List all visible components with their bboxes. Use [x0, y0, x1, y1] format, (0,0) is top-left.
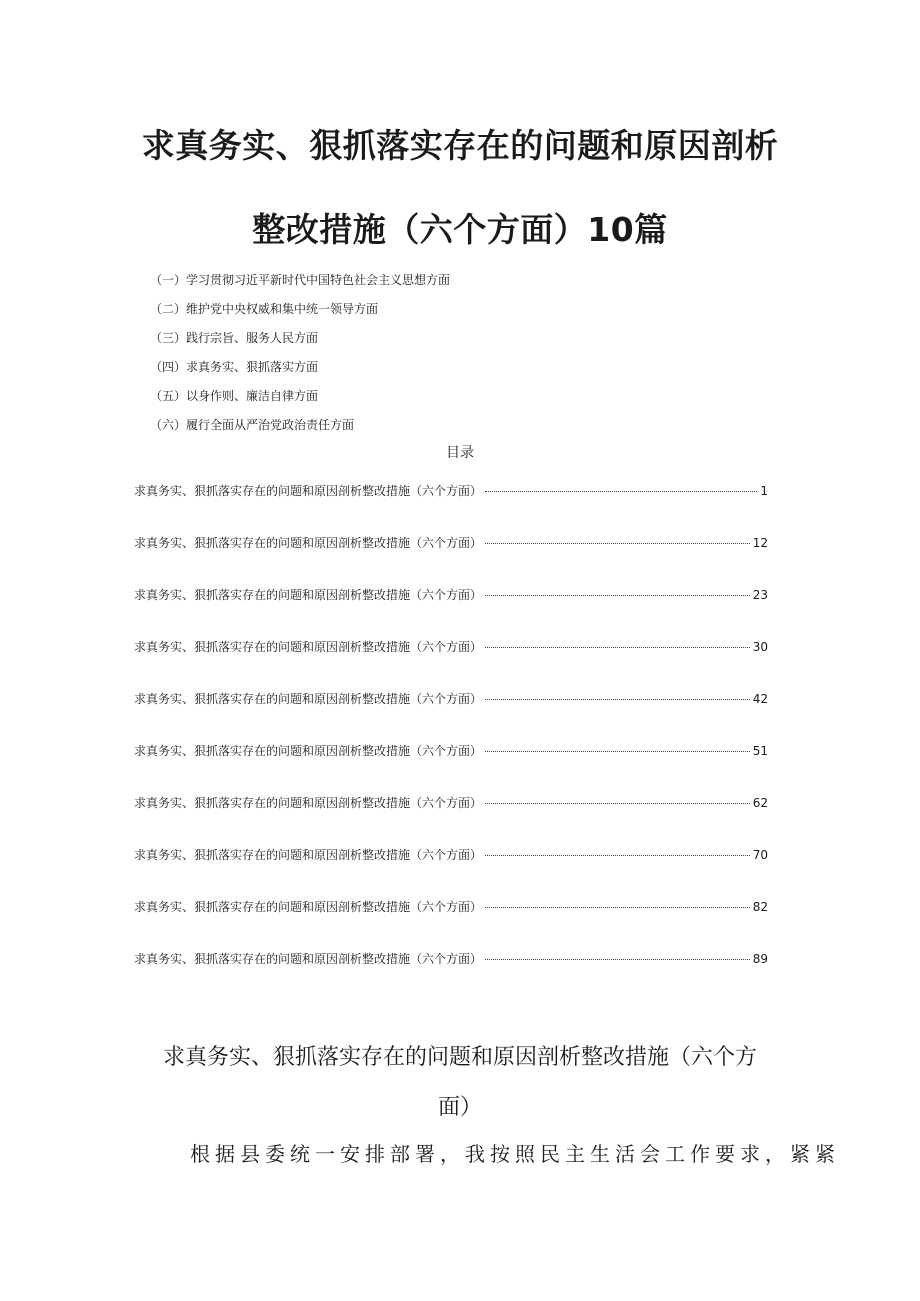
toc-entry-title: 求真务实、狠抓落实存在的问题和原因剖析整改措施（六个方面） [134, 588, 483, 602]
toc-entry-title: 求真务实、狠抓落实存在的问题和原因剖析整改措施（六个方面） [134, 640, 483, 654]
toc-entry[interactable] [134, 898, 768, 950]
body-paragraph: 根据县委统一安排部署，我按照民主生活会工作要求，紧紧 [190, 1142, 840, 1166]
toc-entry[interactable] [134, 794, 768, 846]
toc-entry[interactable] [134, 638, 768, 690]
section-title-line-2: 面） [437, 1095, 482, 1120]
toc-dot-leader [485, 585, 750, 596]
toc-dot-leader [485, 533, 750, 544]
toc-entry-page: 51 [752, 744, 768, 758]
aspect-item: （二）维护党中央权威和集中统一领导方面 [150, 302, 379, 316]
toc-entry[interactable] [134, 586, 768, 638]
toc-entry-page: 62 [752, 796, 768, 810]
toc-dot-leader [485, 897, 750, 908]
toc-heading: 目录 [446, 445, 474, 461]
toc-entry-title: 求真务实、狠抓落实存在的问题和原因剖析整改措施（六个方面） [134, 848, 483, 862]
toc-entry-page: 30 [752, 640, 768, 654]
aspect-item: （三）践行宗旨、服务人民方面 [150, 331, 319, 345]
toc-dot-leader [485, 689, 750, 700]
aspect-item: （一）学习贯彻习近平新时代中国特色社会主义思想方面 [150, 273, 451, 287]
toc-entry[interactable] [134, 534, 768, 586]
table-of-contents [134, 482, 768, 1002]
toc-entry-title: 求真务实、狠抓落实存在的问题和原因剖析整改措施（六个方面） [134, 484, 483, 498]
toc-entry-title: 求真务实、狠抓落实存在的问题和原因剖析整改措施（六个方面） [134, 744, 483, 758]
toc-entry[interactable] [134, 950, 768, 1002]
toc-entry-page: 1 [760, 484, 768, 498]
toc-entry-page: 12 [752, 536, 768, 550]
toc-entry-page: 89 [752, 952, 768, 966]
toc-entry-title: 求真务实、狠抓落实存在的问题和原因剖析整改措施（六个方面） [134, 900, 483, 914]
toc-dot-leader [485, 481, 757, 492]
aspects-list [150, 270, 450, 444]
toc-dot-leader [485, 637, 750, 648]
toc-entry-page: 70 [752, 848, 768, 862]
aspect-item: （四）求真务实、狠抓落实方面 [150, 360, 319, 374]
toc-entry-page: 42 [752, 692, 768, 706]
toc-entry[interactable] [134, 690, 768, 742]
toc-entry-title: 求真务实、狠抓落实存在的问题和原因剖析整改措施（六个方面） [134, 952, 483, 966]
toc-entry-title: 求真务实、狠抓落实存在的问题和原因剖析整改措施（六个方面） [134, 536, 483, 550]
toc-dot-leader [485, 793, 750, 804]
toc-dot-leader [485, 949, 750, 960]
toc-dot-leader [485, 845, 750, 856]
toc-dot-leader [485, 741, 750, 752]
aspect-item: （六）履行全面从严治党政治责任方面 [150, 418, 355, 432]
document-title-line-1: 求真务实、狠抓落实存在的问题和原因剖析 [141, 126, 779, 165]
toc-entry[interactable] [134, 846, 768, 898]
toc-entry-page: 23 [752, 588, 768, 602]
toc-entry-page: 82 [752, 900, 768, 914]
toc-entry-title: 求真务实、狠抓落实存在的问题和原因剖析整改措施（六个方面） [134, 796, 483, 810]
toc-entry[interactable] [134, 482, 768, 534]
document-title-line-2: 整改措施（六个方面）10篇 [252, 210, 668, 249]
section-title-line-1: 求真务实、狠抓落实存在的问题和原因剖析整改措施（六个方 [162, 1045, 757, 1070]
toc-entry[interactable] [134, 742, 768, 794]
aspect-item: （五）以身作则、廉洁自律方面 [150, 389, 319, 403]
toc-entry-title: 求真务实、狠抓落实存在的问题和原因剖析整改措施（六个方面） [134, 692, 483, 706]
